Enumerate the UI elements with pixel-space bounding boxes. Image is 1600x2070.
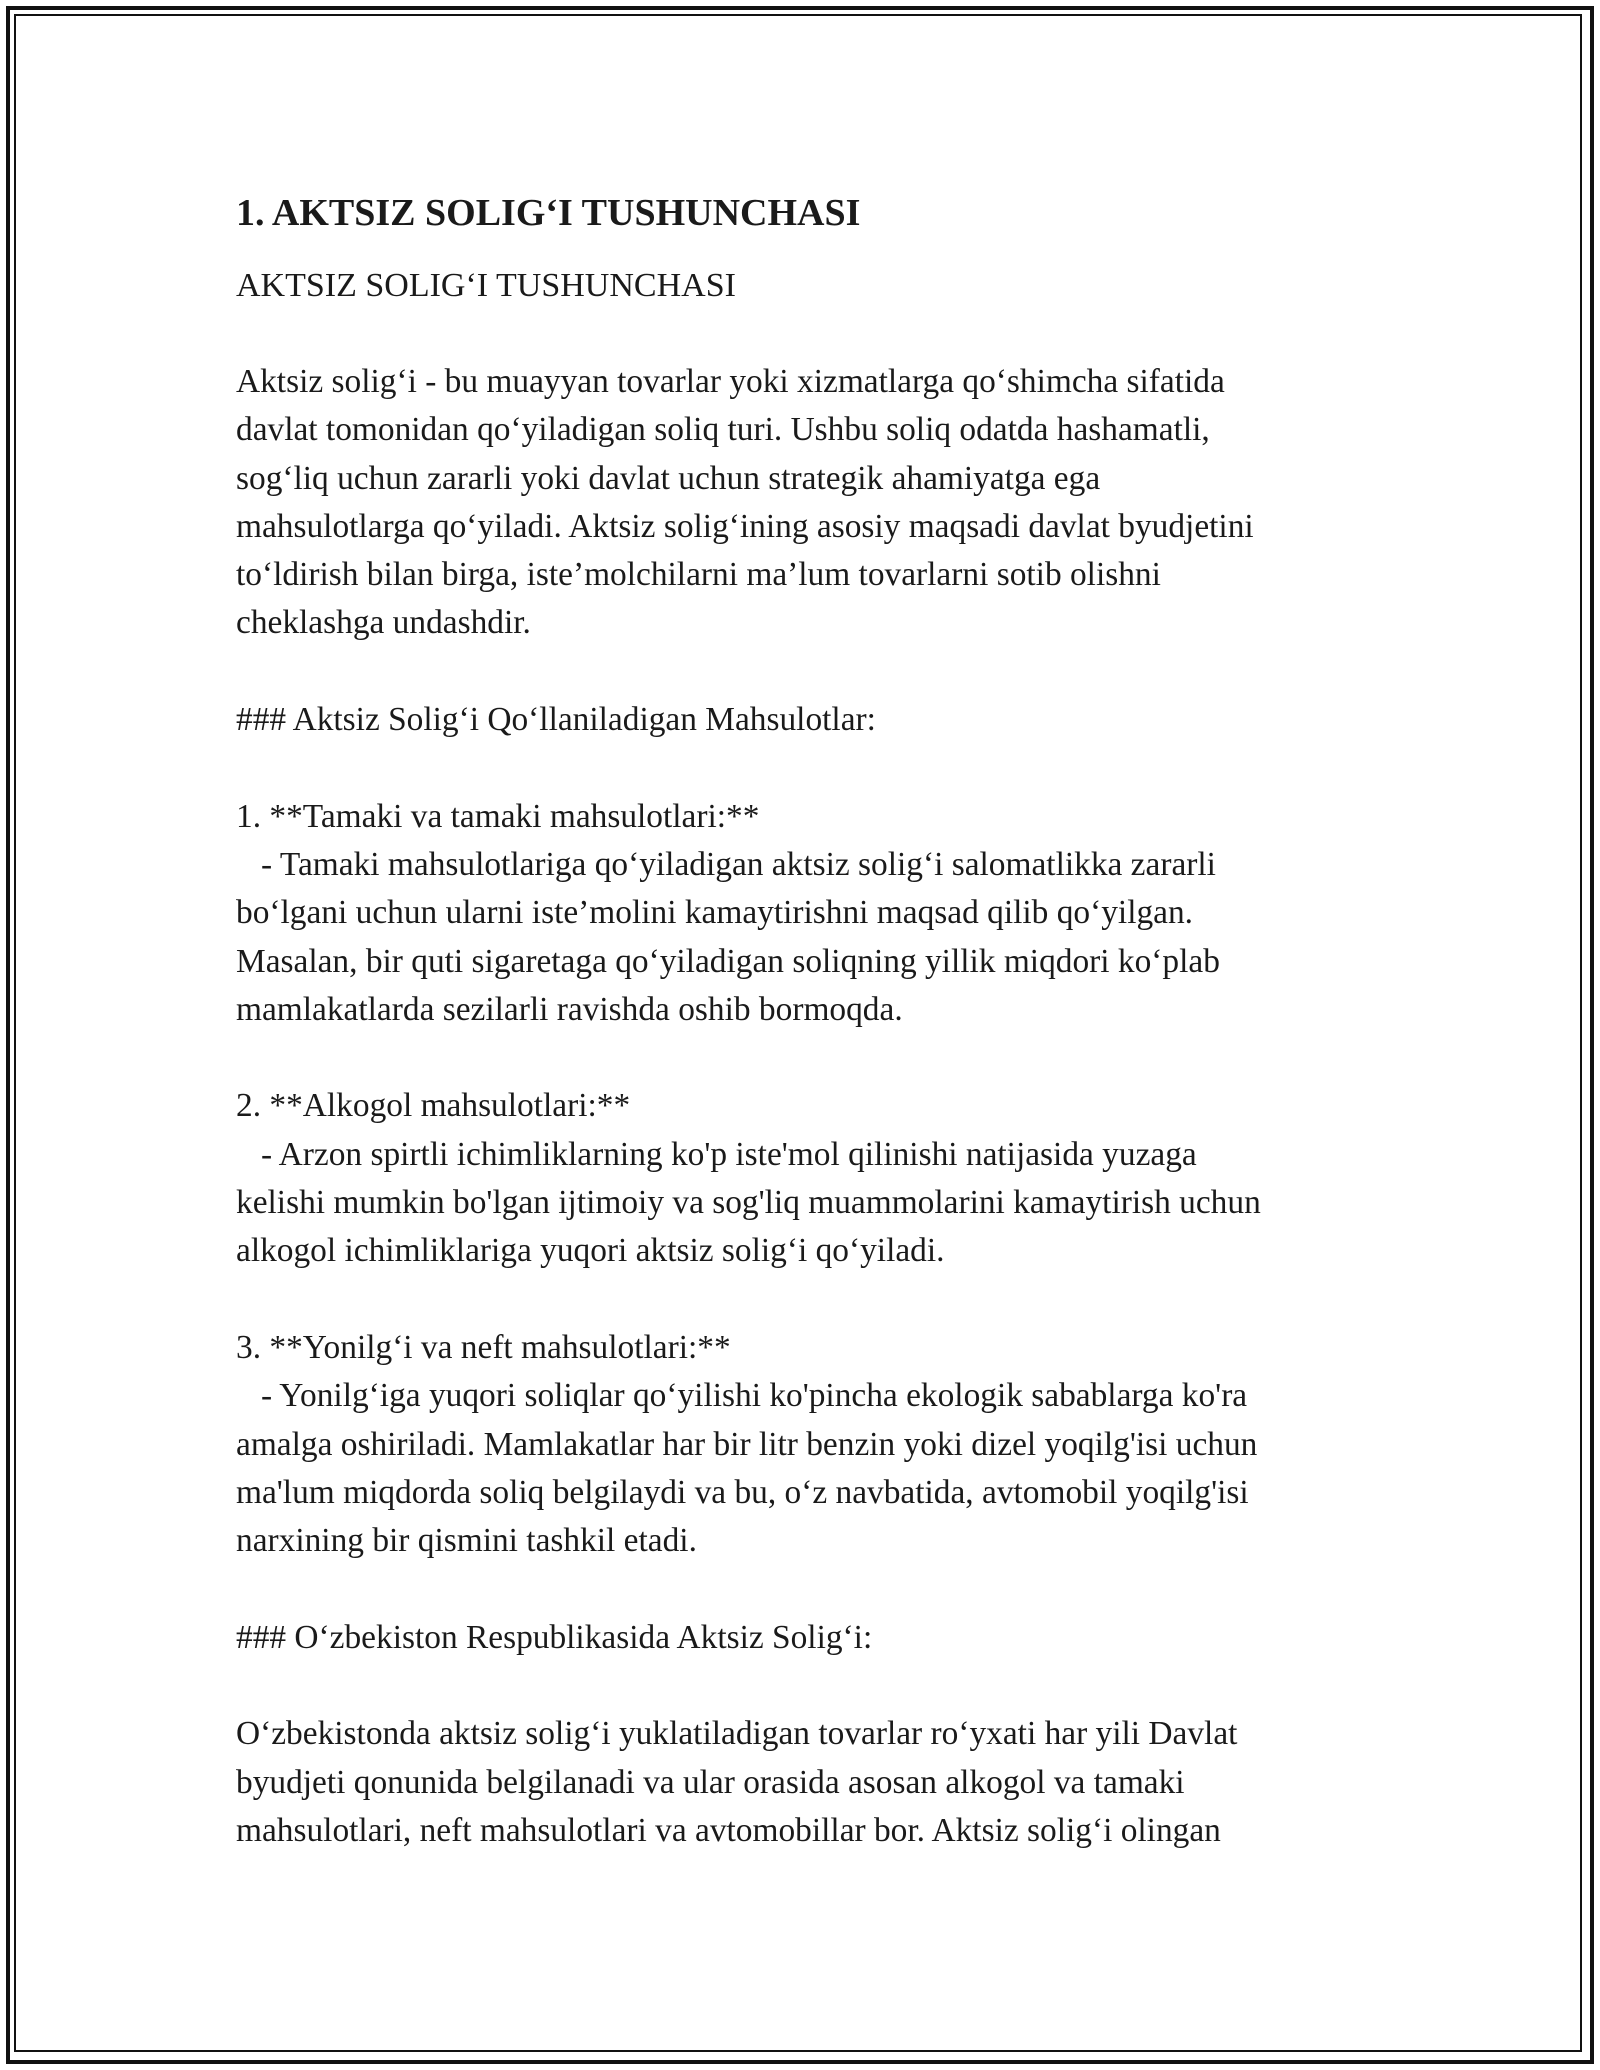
- spacer: [236, 648, 1376, 696]
- list-item-title: 1. **Tamaki va tamaki mahsulotlari:**: [236, 797, 760, 835]
- list-item-body: - Yonilg‘iga yuqori soliqlar qo‘yilishi ko'pincha ekologik sabablarga ko'ra amalga oshiriladi. Mamlakatlar har bir litr benzin yoki dizel yoqilg'isi uchun ma'lum miqdorda soliq belgilaydi va bu, o‘z navbatida, avtomobil yoqilg'isi narxining bir qismini tashkil etadi.: [236, 1377, 1258, 1560]
- section-heading-uzbekistan: ### O‘zbekiston Respublikasida Aktsiz Solig‘i:: [236, 1618, 873, 1656]
- document-heading: 1. AKTSIZ SOLIG‘I TUSHUNCHASI: [236, 192, 861, 234]
- document-body: [236, 188, 1376, 1855]
- spacer: [236, 1662, 1376, 1710]
- list-item-body: - Tamaki mahsulotlariga qo‘yiladigan aktsiz solig‘i salomatlikka zararli bo‘lgani uchun ularni iste’molini kamaytirishni maqsad qilib qo‘yilgan. Masalan, bir quti sigaretaga qo‘yiladigan soliqning yillik miqdori ko‘plab mamlakatlarda sezilarli ravishda oshib bormoqda.: [236, 845, 1220, 1028]
- list-item-title: 2. **Alkogol mahsulotlari:**: [236, 1087, 631, 1125]
- section-heading-products: ### Aktsiz Solig‘i Qo‘llaniladigan Mahsulotlar:: [236, 701, 876, 739]
- closing-paragraph: O‘zbekistonda aktsiz solig‘i yuklatiladigan tovarlar ro‘yxati har yili Davlat byudjeti qonunida belgilanadi va ular orasida asosan alkogol va tamaki mahsulotlari, neft mahsulotlari va avtomobillar bor. Aktsiz solig‘i olingan: [236, 1715, 1238, 1849]
- spacer: [236, 1565, 1376, 1613]
- list-item-title: 3. **Yonilg‘i va neft mahsulotlari:**: [236, 1328, 731, 1366]
- spacer: [236, 1034, 1376, 1082]
- spacer: [236, 1276, 1376, 1324]
- document-subheading: AKTSIZ SOLIG‘I TUSHUNCHASI: [236, 267, 736, 304]
- intro-paragraph: Aktsiz solig‘i - bu muayyan tovarlar yoki xizmatlarga qo‘shimcha sifatida davlat tomonidan qo‘yiladigan soliq turi. Ushbu soliq odatda hashamatli, sog‘liq uchun zararli yoki davlat uchun strategik ahamiyatga ega mahsulotlarga qo‘yiladi. Aktsiz solig‘ining asosiy maqsadi davlat byudjetini to‘ldirish bilan birga, iste’molchilarni ma’lum tovarlarni sotib olishni cheklashga undashdir.: [236, 363, 1254, 642]
- list-item-body: - Arzon spirtli ichimliklarning ko'p iste'mol qilinishi natijasida yuzaga kelishi mumkin bo'lgan ijtimoiy va sog'liq muammolarini kamaytirish uchun alkogol ichimliklariga yuqori aktsiz solig‘i qo‘yiladi.: [236, 1135, 1261, 1270]
- spacer: [236, 744, 1376, 792]
